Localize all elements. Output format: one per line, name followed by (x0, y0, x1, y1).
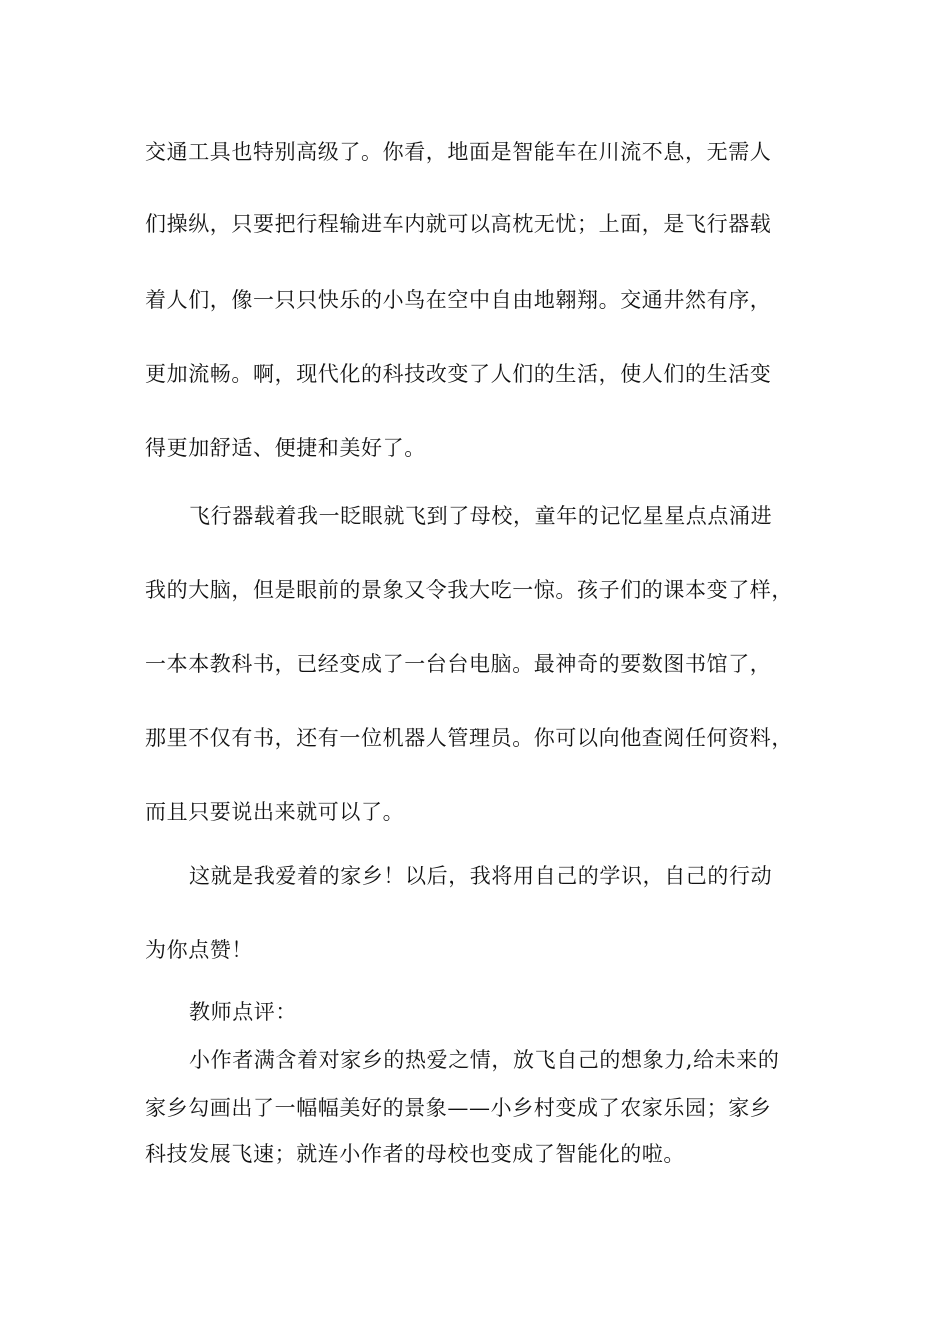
body-line-8: 一本本教科书，已经变成了一台台电脑。最神奇的要数图书馆了， (145, 652, 772, 676)
body-line-7: 我的大脑，但是眼前的景象又令我大吃一惊。孩子们的课本变了样， (145, 578, 793, 602)
comment-line-1: 小作者满含着对家乡的热爱之情，放飞自己的想象力,给未来的 (189, 1048, 780, 1072)
body-line-6: 飞行器载着我一眨眼就飞到了母校，童年的记忆星星点点涌进 (189, 504, 773, 528)
body-line-9: 那里不仅有书，还有一位机器人管理员。你可以向他查阅任何资料， (145, 726, 793, 750)
comment-line-2: 家乡勾画出了一幅幅美好的景象——小乡村变成了农家乐园；家乡 (145, 1096, 772, 1120)
teacher-comment-heading: 教师点评： (189, 1000, 297, 1024)
body-line-11: 这就是我爱着的家乡！以后，我将用自己的学识，自己的行动 (189, 864, 773, 888)
body-line-1: 交通工具也特别高级了。你看，地面是智能车在川流不息，无需人 (145, 140, 772, 164)
body-line-3: 着人们，像一只只快乐的小鸟在空中自由地翱翔。交通井然有序， (145, 288, 772, 312)
body-line-2: 们操纵，只要把行程输进车内就可以高枕无忧；上面，是飞行器载 (145, 212, 772, 236)
body-line-5: 得更加舒适、便捷和美好了。 (145, 436, 426, 460)
body-line-10: 而且只要说出来就可以了。 (145, 800, 405, 824)
body-line-4: 更加流畅。啊，现代化的科技改变了人们的生活，使人们的生活变 (145, 362, 772, 386)
body-line-12: 为你点赞！ (145, 938, 253, 962)
comment-line-3: 科技发展飞速；就连小作者的母校也变成了智能化的啦。 (145, 1142, 685, 1166)
